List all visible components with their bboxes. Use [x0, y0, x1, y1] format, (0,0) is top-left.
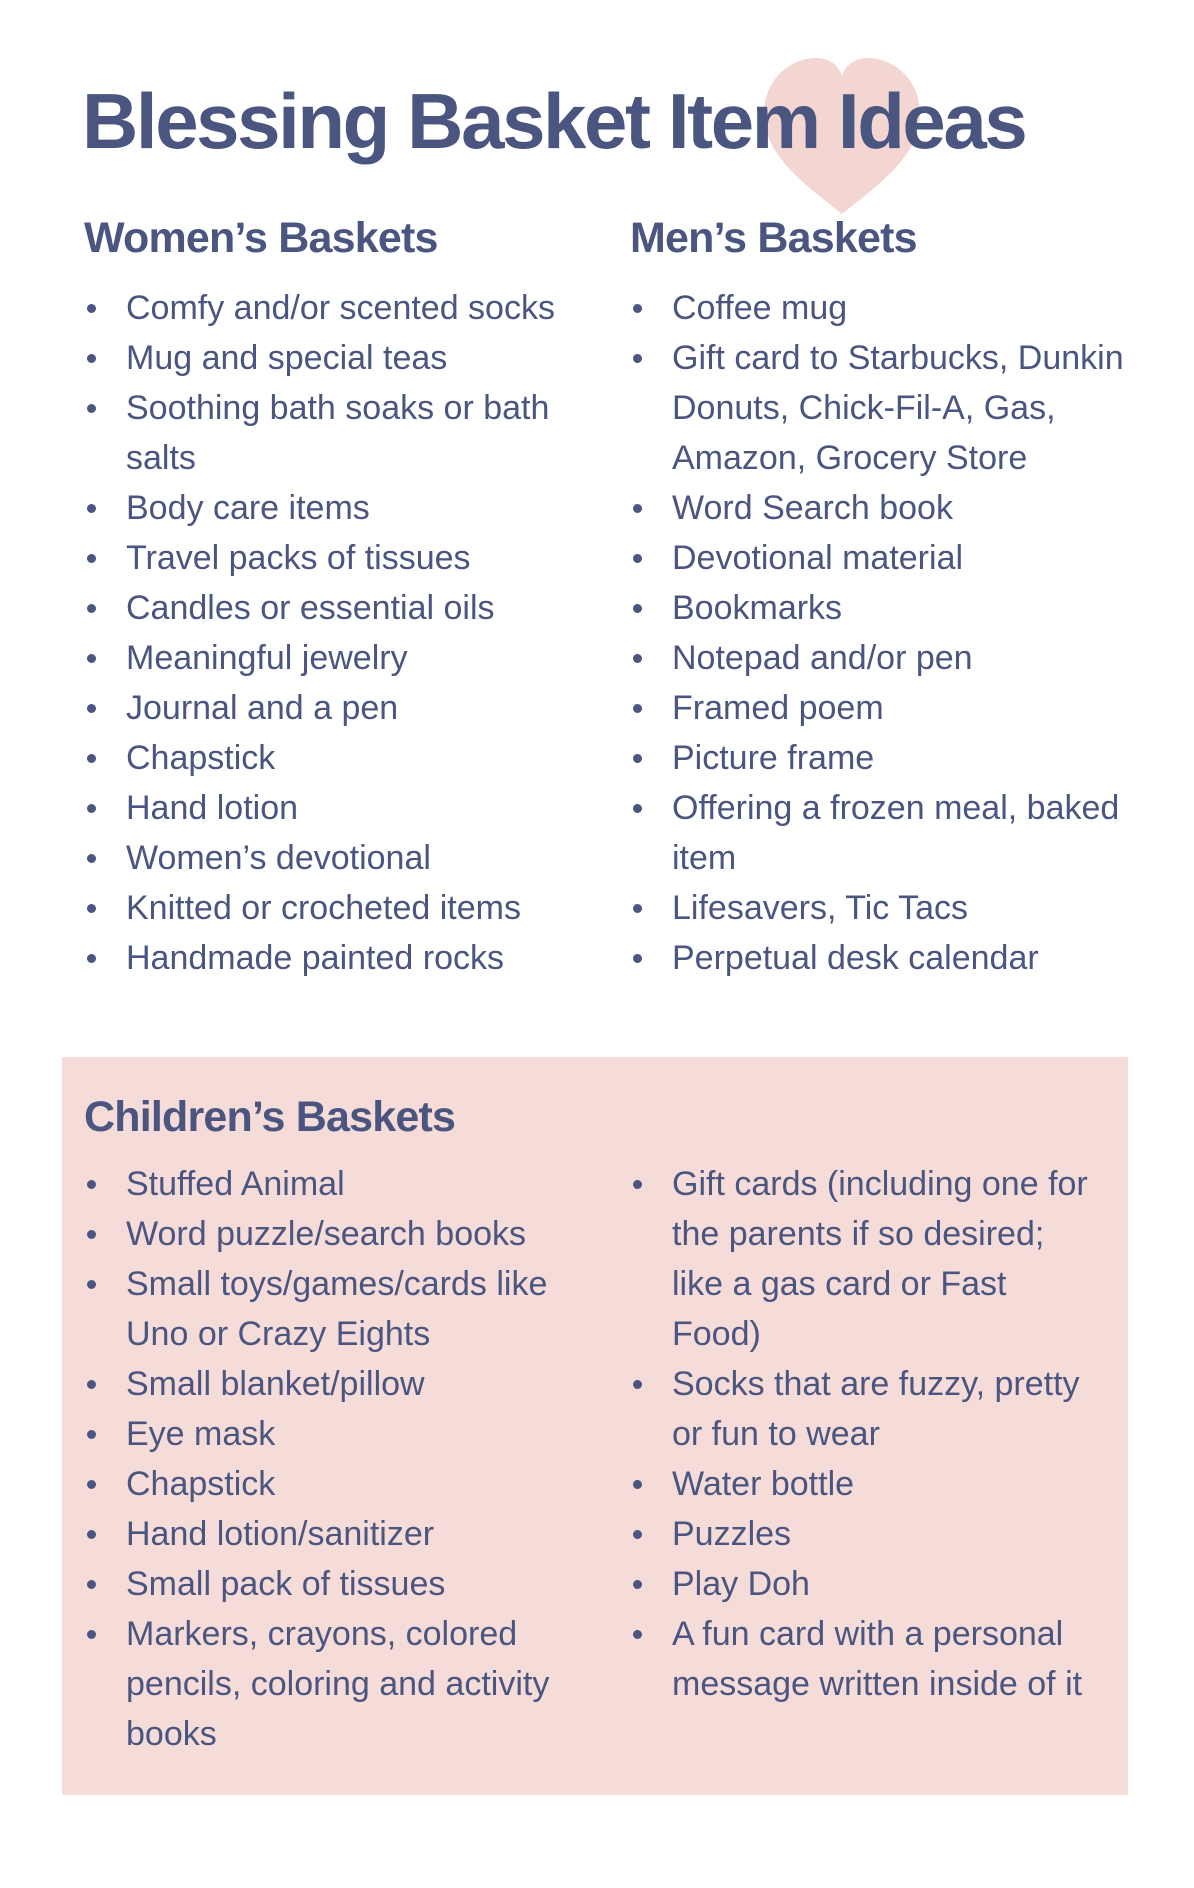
list-item: Candles or essential oils	[84, 583, 604, 633]
list-item: Small pack of tissues	[84, 1559, 584, 1609]
list-item: Picture frame	[630, 733, 1130, 783]
list-item: Socks that are fuzzy, pretty or fun to wear	[630, 1359, 1100, 1459]
childrens-baskets-panel	[62, 1057, 1128, 1795]
list-item: Gift cards (including one for the parents if so desired; like a gas card or Fast Food)	[630, 1159, 1100, 1359]
womens-items-list	[84, 283, 604, 983]
childrens-items-list-left	[84, 1159, 584, 1759]
list-item: Notepad and/or pen	[630, 633, 1130, 683]
list-item: Eye mask	[84, 1409, 584, 1459]
list-item: Journal and a pen	[84, 683, 604, 733]
childrens-baskets-heading: Children’s Baskets	[84, 1093, 456, 1141]
childrens-right-column	[630, 1159, 1100, 1709]
list-item: Lifesavers, Tic Tacs	[630, 883, 1130, 933]
list-item: Framed poem	[630, 683, 1130, 733]
page-title: Blessing Basket Item Ideas	[82, 77, 1026, 165]
title-area	[82, 58, 1132, 218]
mens-items-list	[630, 283, 1130, 983]
list-item: Comfy and/or scented socks	[84, 283, 604, 333]
list-item: Chapstick	[84, 1459, 584, 1509]
list-item: Gift card to Starbucks, Dunkin Donuts, Chick-Fil-A, Gas, Amazon, Grocery Store	[630, 333, 1130, 483]
mens-baskets-heading: Men’s Baskets	[630, 214, 917, 262]
list-item: Puzzles	[630, 1509, 1100, 1559]
list-item: Chapstick	[84, 733, 604, 783]
list-item: Markers, crayons, colored pencils, coloring and activity books	[84, 1609, 584, 1759]
list-item: Water bottle	[630, 1459, 1100, 1509]
list-item: Stuffed Animal	[84, 1159, 584, 1209]
mens-baskets-section	[630, 214, 1130, 983]
womens-baskets-section	[84, 214, 604, 983]
childrens-items-list-right	[630, 1159, 1100, 1709]
womens-baskets-heading: Women’s Baskets	[84, 214, 438, 262]
list-item: Bookmarks	[630, 583, 1130, 633]
list-item: Body care items	[84, 483, 604, 533]
list-item: Play Doh	[630, 1559, 1100, 1609]
list-item: Small blanket/pillow	[84, 1359, 584, 1409]
childrens-left-column	[84, 1159, 584, 1759]
list-item: Offering a frozen meal, baked item	[630, 783, 1130, 883]
list-item: Hand lotion/sanitizer	[84, 1509, 584, 1559]
list-item: Women’s devotional	[84, 833, 604, 883]
list-item: Soothing bath soaks or bath salts	[84, 383, 604, 483]
list-item: Word puzzle/search books	[84, 1209, 584, 1259]
list-item: Coffee mug	[630, 283, 1130, 333]
list-item: A fun card with a personal message written inside of it	[630, 1609, 1100, 1709]
list-item: Small toys/games/cards like Uno or Crazy Eights	[84, 1259, 584, 1359]
list-item: Word Search book	[630, 483, 1130, 533]
list-item: Devotional material	[630, 533, 1130, 583]
list-item: Travel packs of tissues	[84, 533, 604, 583]
list-item: Hand lotion	[84, 783, 604, 833]
list-item: Knitted or crocheted items	[84, 883, 604, 933]
list-item: Perpetual desk calendar	[630, 933, 1130, 983]
list-item: Handmade painted rocks	[84, 933, 604, 983]
list-item: Mug and special teas	[84, 333, 604, 383]
list-item: Meaningful jewelry	[84, 633, 604, 683]
